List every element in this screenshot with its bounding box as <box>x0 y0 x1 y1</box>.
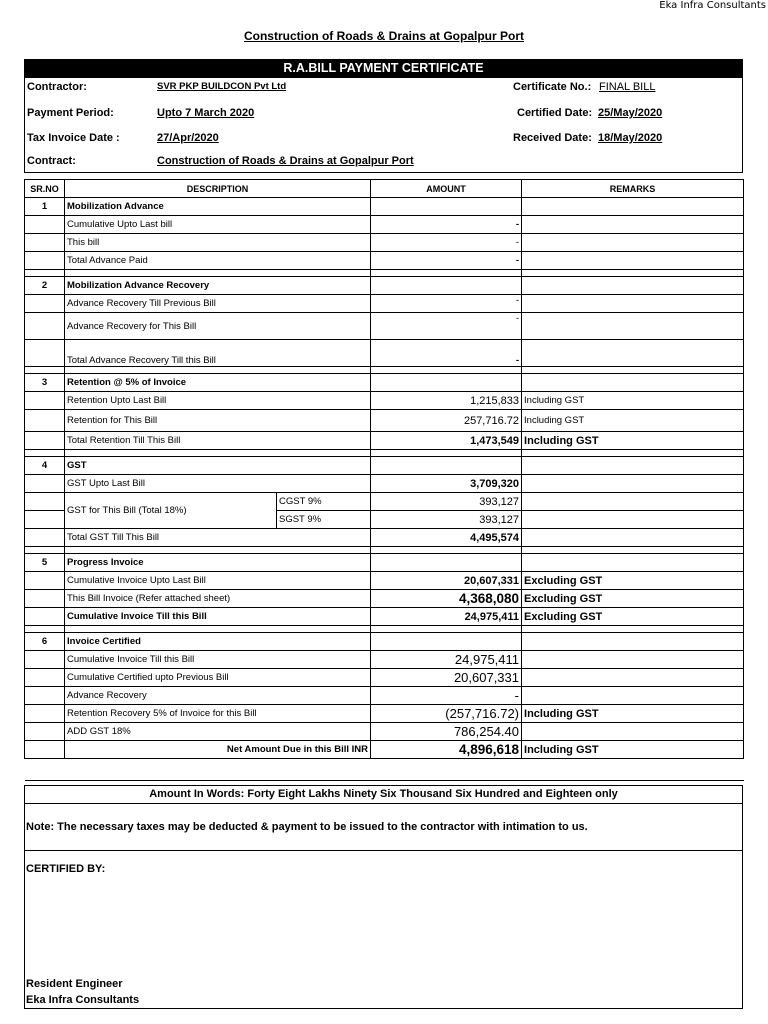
row-description: Advance Recovery Till Previous Bill <box>65 295 371 313</box>
document-title: Construction of Roads & Drains at Gopalpur Port <box>243 29 524 43</box>
section-number: 2 <box>25 277 65 295</box>
row-remark: Excluding GST <box>522 572 744 590</box>
row-amount: (257,716.72) <box>371 705 522 723</box>
row-remark: Excluding GST <box>522 608 744 626</box>
row-remark: Including GST <box>522 432 744 450</box>
row-amount: - <box>371 216 522 234</box>
row-amount: - <box>371 234 522 252</box>
tax-date-value: 27/Apr/2020 <box>157 132 219 144</box>
row-description: This bill <box>65 234 371 252</box>
row-description: Cumulative Invoice Upto Last Bill <box>65 572 371 590</box>
row-amount: 4,368,080 <box>371 590 522 608</box>
col-amount: AMOUNT <box>371 180 522 198</box>
row-description: Cumulative Certified upto Previous Bill <box>65 669 371 687</box>
signatory-title: Resident Engineer <box>26 978 123 990</box>
row-description: Retention Recovery 5% of Invoice for this Bill <box>65 705 371 723</box>
note <box>24 803 743 851</box>
bill-table <box>24 179 744 781</box>
certificate-header: R.A.BILL PAYMENT CERTIFICATE <box>24 59 743 78</box>
period-label: Payment Period: <box>27 107 114 119</box>
row-amount: 3,709,320 <box>371 475 522 493</box>
row-description: Cumulative Upto Last bill <box>65 216 371 234</box>
contract-label: Contract: <box>27 155 76 167</box>
cert-date-value: 25/May/2020 <box>598 107 663 119</box>
row-description: Cumulative Invoice Till this Bill <box>65 608 371 626</box>
row-description: GST for This Bill (Total 18%) <box>65 493 277 529</box>
section-number: 3 <box>25 374 65 392</box>
row-amount: - <box>371 340 522 367</box>
sgst-amount: 393,127 <box>371 511 522 529</box>
section-title: GST <box>65 457 371 475</box>
row-description: Retention Upto Last Bill <box>65 392 371 410</box>
signatory-company: Eka Infra Consultants <box>26 994 140 1006</box>
section-number: 5 <box>25 554 65 572</box>
row-remark: Excluding GST <box>522 590 744 608</box>
row-amount: 24,975,411 <box>371 608 522 626</box>
table-header-row <box>25 180 744 198</box>
contract-value: Construction of Roads & Drains at Gopalpur Port <box>157 155 414 167</box>
row-description: Total Advance Paid <box>65 252 371 270</box>
row-amount: 786,254.40 <box>371 723 522 741</box>
section-number: 6 <box>25 633 65 651</box>
row-amount: - <box>371 252 522 270</box>
section-title: Mobilization Advance Recovery <box>65 277 371 295</box>
section-title: Retention @ 5% of Invoice <box>65 374 371 392</box>
col-remarks: REMARKS <box>522 180 744 198</box>
col-srno: SR.NO <box>25 180 65 198</box>
row-description: ADD GST 18% <box>65 723 371 741</box>
section-number: 4 <box>25 457 65 475</box>
amount-in-words: Amount In Words: Forty Eight Lakhs Ninety Six Thousand Six Hundred and Eighteen only <box>24 785 743 804</box>
row-description: Total GST Till This Bill <box>65 529 371 547</box>
row-remark: Including GST <box>522 410 744 432</box>
row-remark: Including GST <box>522 705 744 723</box>
row-amount: 257,716.72 <box>371 410 522 432</box>
certification-box <box>24 850 743 1009</box>
row-description: GST Upto Last Bill <box>65 475 371 493</box>
cert-date-label: Certified Date: <box>517 107 593 119</box>
certified-by-label: CERTIFIED BY: <box>26 863 106 875</box>
cgst-amount: 393,127 <box>371 493 522 511</box>
row-amount: 1,215,833 <box>371 392 522 410</box>
note-text: Note: The necessary taxes may be deducted & payment to be issued to the contractor with intimation to us. <box>26 821 588 833</box>
received-date-value: 18/May/2020 <box>598 132 663 144</box>
contractor-value: SVR PKP BUILDCON Pvt Ltd <box>157 81 287 92</box>
company-corner-label: Eka Infra Consultants <box>659 0 766 11</box>
net-amount-value: 4,896,618 <box>371 741 522 759</box>
col-description: DESCRIPTION <box>65 180 371 198</box>
cgst-label: CGST 9% <box>277 493 371 511</box>
row-description: Total Retention Till This Bill <box>65 432 371 450</box>
received-date-label: Received Date: <box>513 132 592 144</box>
row-description: Retention for This Bill <box>65 410 371 432</box>
row-description: Advance Recovery for This Bill <box>65 313 371 340</box>
row-amount: 20,607,331 <box>371 572 522 590</box>
section-title: Mobilization Advance <box>65 198 371 216</box>
contractor-label: Contractor: <box>27 81 87 93</box>
row-amount: - <box>371 295 522 313</box>
sgst-label: SGST 9% <box>277 511 371 529</box>
period-value: Upto 7 March 2020 <box>157 107 255 119</box>
row-remark: Including GST <box>522 741 744 759</box>
cert-no-value: FINAL BILL <box>599 81 656 93</box>
tax-date-label: Tax Invoice Date : <box>27 132 120 144</box>
section-number: 1 <box>25 198 65 216</box>
net-amount-label: Net Amount Due in this Bill INR <box>65 741 371 759</box>
info-box <box>24 78 743 173</box>
row-amount: 4,495,574 <box>371 529 522 547</box>
row-amount: 1,473,549 <box>371 432 522 450</box>
row-description: Total Advance Recovery Till this Bill <box>65 340 371 367</box>
row-amount: - <box>371 687 522 705</box>
row-description: Advance Recovery <box>65 687 371 705</box>
row-amount: 20,607,331 <box>371 669 522 687</box>
row-description: This Bill Invoice (Refer attached sheet) <box>65 590 371 608</box>
section-title: Progress Invoice <box>65 554 371 572</box>
row-remark: Including GST <box>522 392 744 410</box>
row-description: Cumulative Invoice Till this Bill <box>65 651 371 669</box>
cert-no-label: Certificate No.: <box>513 81 592 93</box>
section-title: Invoice Certified <box>65 633 371 651</box>
row-amount: 24,975,411 <box>371 651 522 669</box>
row-amount: - <box>371 313 522 340</box>
